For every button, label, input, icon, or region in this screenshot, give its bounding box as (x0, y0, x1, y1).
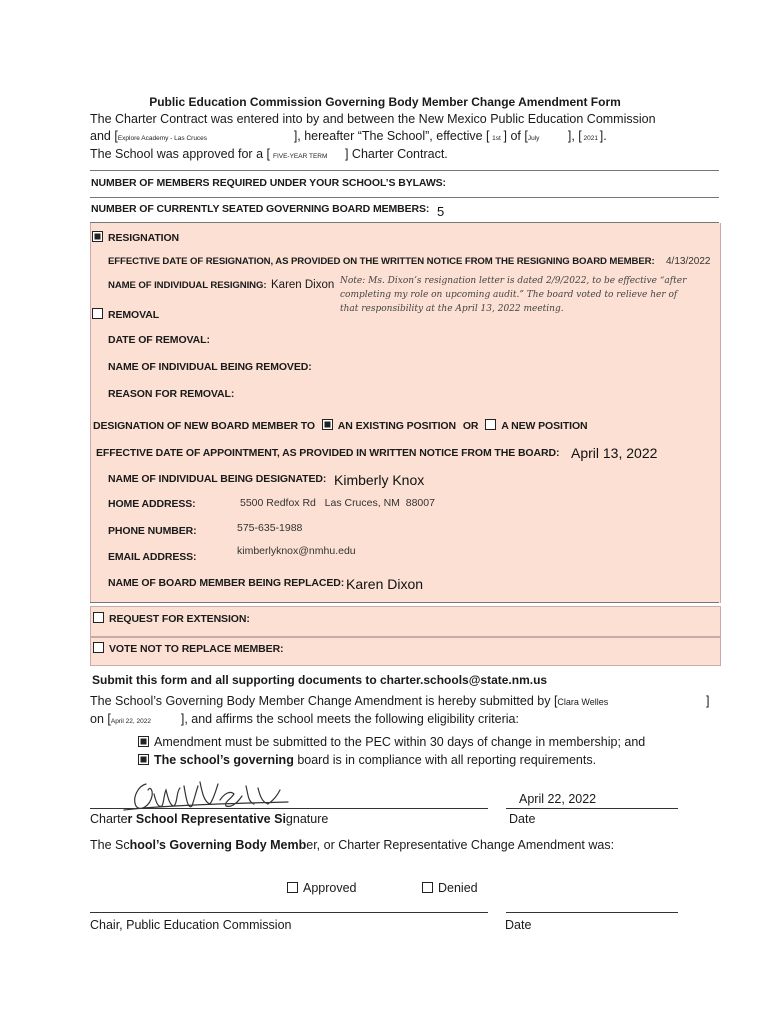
approved-option[interactable] (287, 881, 357, 895)
new-position-label: A NEW POSITION (501, 420, 588, 432)
existing-position-label: AN EXISTING POSITION (337, 420, 456, 432)
members-seated-field[interactable]: 5 (437, 204, 445, 219)
divider (90, 197, 719, 198)
school-name-field[interactable]: Explore Academy - Las Cruces (117, 135, 208, 142)
criteria-1 (138, 735, 645, 749)
approved-label: Approved (303, 881, 357, 895)
members-required-field[interactable] (450, 176, 650, 190)
chair-date-label: Date (505, 918, 532, 932)
intro-line-1: The Charter Contract was entered into by and between the New Mexico Public Education Commission (90, 112, 656, 126)
submission-line2-prefix: on [ (90, 712, 111, 726)
criteria-2 (138, 753, 596, 767)
criteria-1-text: submitted to the PEC within 30 days of change in membership; and (272, 735, 646, 749)
signature-label-a: Charte (90, 812, 128, 826)
designation-label: DESIGNATION OF NEW BOARD MEMBER TO (93, 420, 315, 432)
status-e: was: (588, 838, 615, 852)
signature-label-b: r School Representative Si (127, 812, 286, 826)
removal-option[interactable] (92, 308, 159, 321)
divider (90, 170, 719, 171)
vote-checkbox[interactable] (93, 642, 104, 653)
appointment-date-field[interactable]: April 13, 2022 (571, 445, 658, 461)
term-field[interactable]: FIVE-YEAR TERM (272, 153, 328, 160)
removal-name-label: NAME OF INDIVIDUAL BEING REMOVED: (108, 361, 312, 373)
appointment-label: EFFECTIVE DATE OF APPOINTMENT, AS PROVIDED IN WRITTEN NOTICE FROM THE BOARD: (96, 447, 560, 459)
denied-label: Denied (438, 881, 478, 895)
resignation-option[interactable] (92, 231, 179, 244)
phone-label: PHONE NUMBER: (108, 525, 197, 537)
resignation-effective-field[interactable]: 4/13/2022 (666, 256, 711, 267)
criteria-2-checkbox[interactable] (138, 754, 149, 765)
submission-line-1 (90, 694, 720, 708)
status-d: Amendment (517, 838, 585, 852)
signature-date-field[interactable]: April 22, 2022 (519, 792, 597, 806)
intro-hereafter-text: ], hereafter “The School”, effective [ (293, 129, 490, 143)
effective-month-field[interactable]: July (527, 135, 540, 142)
intro-and-text: and [ (90, 129, 118, 143)
extension-label: REQUEST FOR EXTENSION: (109, 613, 250, 625)
resignation-checkbox[interactable] (92, 231, 103, 242)
members-required-label: NUMBER OF MEMBERS REQUIRED UNDER YOUR SCHOOL’S BYLAWS: (91, 177, 446, 189)
effective-year-field[interactable]: 2021 (583, 135, 598, 142)
status-a: The Sc (90, 838, 130, 852)
members-seated-label: NUMBER OF CURRENTLY SEATED GOVERNING BOARD MEMBERS: (91, 203, 430, 215)
intro-of-text: ] of [ (503, 129, 528, 143)
submitter-field[interactable]: Clara Welles (557, 697, 609, 707)
chair-signature-line[interactable] (90, 912, 488, 913)
extension-checkbox[interactable] (93, 612, 104, 623)
criteria-1-checkbox[interactable] (138, 736, 149, 747)
denied-checkbox[interactable] (422, 882, 433, 893)
resignation-label: RESIGNATION (108, 232, 180, 244)
extension-option[interactable] (93, 612, 250, 625)
resignation-effective-label: EFFECTIVE DATE OF RESIGNATION, AS PROVIDED ON THE WRITTEN NOTICE FROM THE RESIGNING BOARD MEMBER: (108, 256, 655, 267)
designated-name-label: NAME OF INDIVIDUAL BEING DESIGNATED: (108, 473, 327, 485)
approved-suffix: ] Charter Contract. (344, 147, 448, 161)
or-label: OR (462, 420, 479, 432)
resignation-note: Note: Ms. Dixon’s resignation letter is dated 2/9/2022, to be effective “after completing my role on upcoming audit.” The board voted to relieve her of that responsibility at the April 13, 2022 meeting. (340, 276, 687, 314)
designation-row (93, 419, 588, 432)
removal-date-label: DATE OF REMOVAL: (108, 334, 210, 346)
home-address-label: HOME ADDRESS: (108, 498, 196, 510)
status-b: hool’s Governing Body Memb (129, 838, 307, 852)
designated-name-field[interactable]: Kimberly Knox (334, 472, 425, 488)
submission-line1-end: ] (706, 694, 710, 708)
vote-option[interactable] (93, 642, 283, 655)
intro-line-2 (90, 129, 607, 143)
replaced-name-label: NAME OF BOARD MEMBER BEING REPLACED: (108, 577, 345, 589)
resignation-name-field[interactable]: Karen Dixon (271, 279, 335, 291)
approved-checkbox[interactable] (287, 882, 298, 893)
new-position-checkbox[interactable] (485, 419, 496, 430)
intro-close-text: ], [ (567, 129, 582, 143)
denied-option[interactable] (422, 881, 478, 895)
date-label: Date (509, 812, 536, 826)
chair-label: Chair, Public Education Commission (90, 918, 292, 932)
existing-position-checkbox[interactable] (322, 419, 333, 430)
submit-date-field[interactable]: April 22, 2022 (110, 718, 151, 725)
signature-line[interactable] (90, 808, 488, 809)
effective-day-field[interactable]: 1st (492, 135, 501, 142)
signature-label-c: gnature (285, 812, 329, 826)
criteria-2-text: board is in compliance with all reporting requirements. (297, 753, 597, 767)
submission-line1-amendment: Amendment (354, 694, 422, 708)
status-c: er, or Charter Representative Change (306, 838, 515, 852)
submission-line-2 (90, 712, 519, 726)
removal-checkbox[interactable] (92, 308, 103, 319)
intro-end-text: ]. (599, 129, 607, 143)
phone-field[interactable]: 575-635-1988 (237, 522, 303, 534)
approved-prefix: The School was approved for a [ (90, 147, 270, 161)
submission-line1-mid: is hereby submitted by [ (425, 694, 558, 708)
signature-label (90, 812, 328, 826)
divider (90, 602, 719, 603)
email-label: EMAIL ADDRESS: (108, 551, 197, 563)
email-field[interactable]: kimberlyknox@nmhu.edu (237, 545, 356, 557)
criteria-1-bold: Amendment must be (154, 735, 270, 749)
form-title: Public Education Commission Governing Body Member Change Amendment Form (149, 95, 621, 109)
vote-label: VOTE NOT TO REPLACE MEMBER: (109, 643, 284, 655)
intro-line-3 (90, 147, 448, 161)
removal-reason-label: REASON FOR REMOVAL: (108, 388, 235, 400)
status-line (90, 838, 614, 852)
chair-date-line[interactable] (506, 912, 678, 913)
signature-date-line (506, 808, 678, 809)
resignation-name-label: NAME OF INDIVIDUAL RESIGNING: (108, 280, 267, 291)
replaced-name-field[interactable]: Karen Dixon (346, 576, 424, 592)
submission-line1-prefix: The School’s Governing Body Member Change (90, 694, 352, 708)
submit-instruction: Submit this form and all supporting documents to charter.schools@state.nm.us (92, 673, 548, 687)
removal-label: REMOVAL (108, 309, 160, 321)
home-address-field[interactable]: 5500 Redfox Rd Las Cruces, NM 88007 (240, 497, 435, 509)
criteria-2-bold: The school’s governing (154, 753, 294, 767)
submission-line2-suffix: ], and affirms the school meets the following eligibility criteria: (180, 712, 519, 726)
